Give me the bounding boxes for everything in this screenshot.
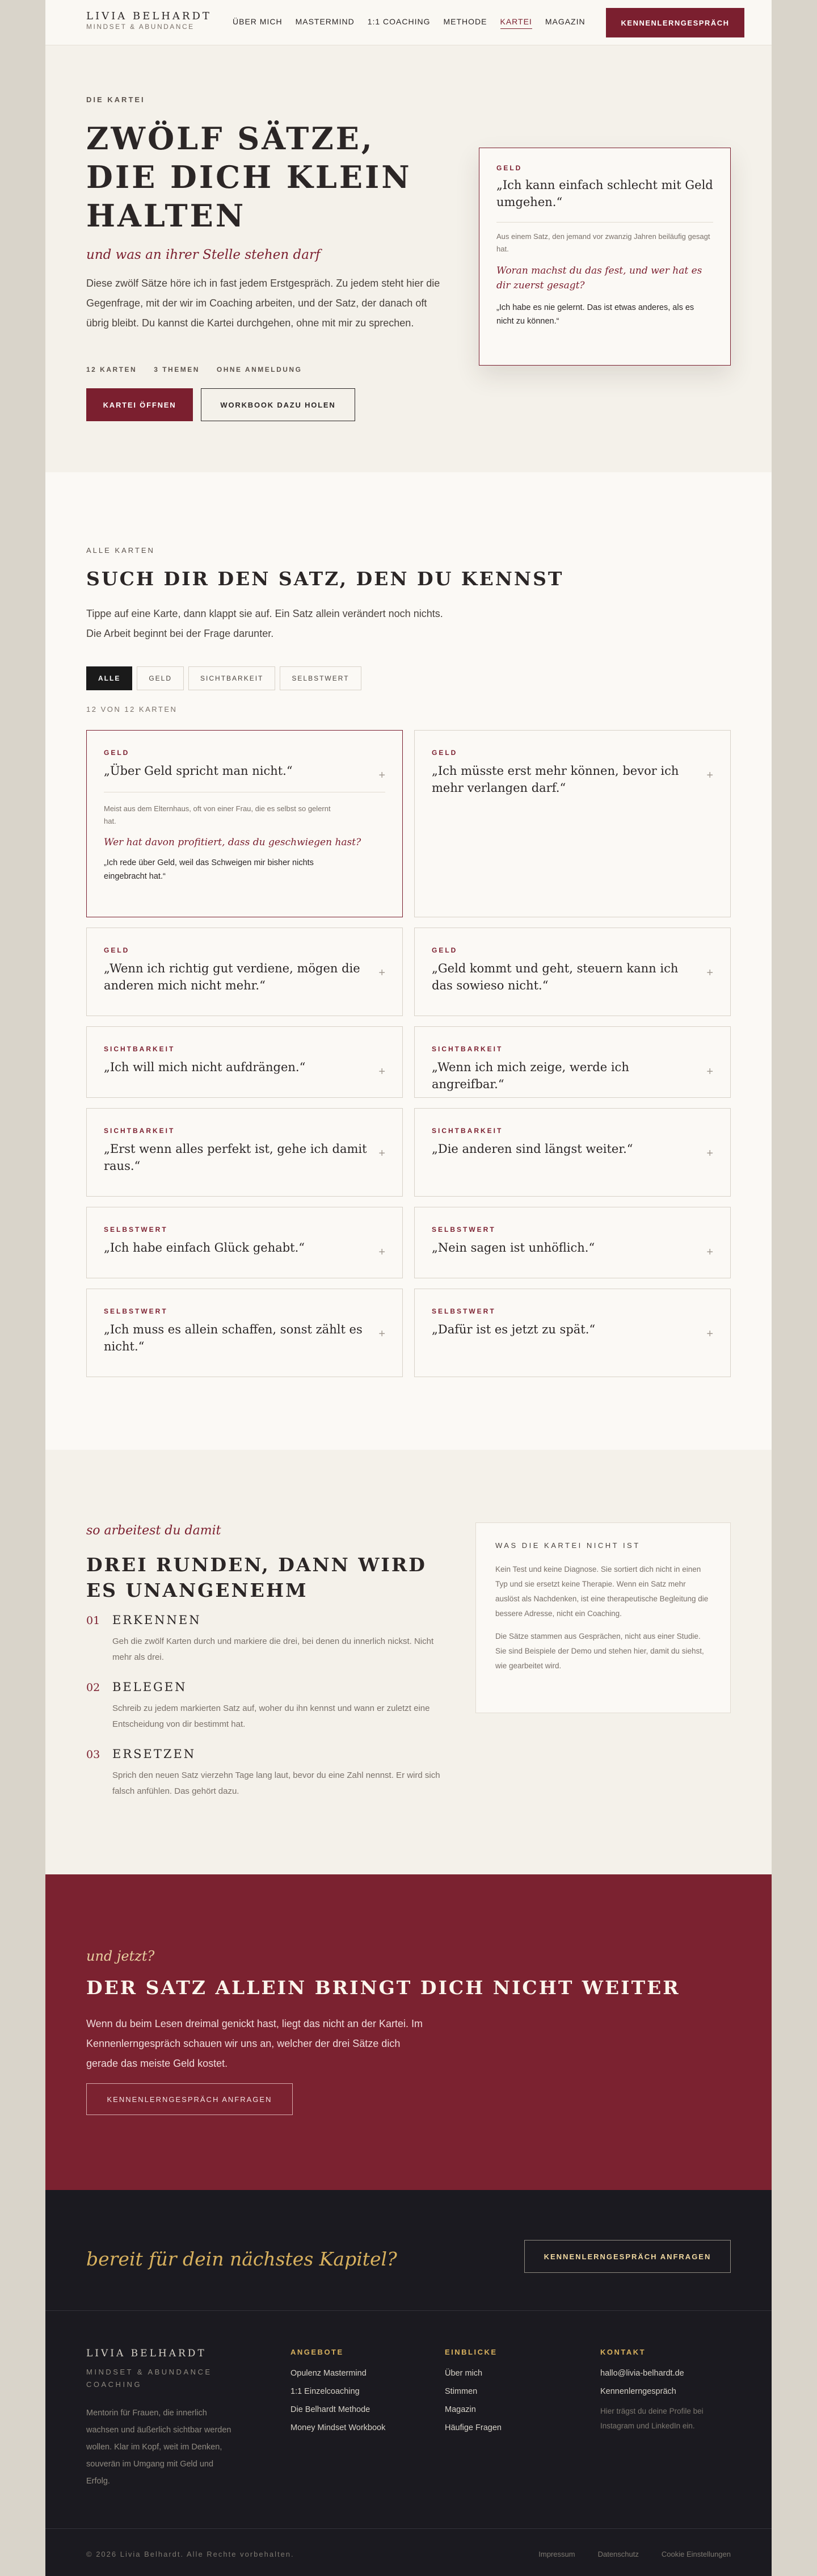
nav-link-kartei[interactable]: KARTEI xyxy=(500,17,532,29)
footer-link[interactable]: 1:1 Einzelcoaching xyxy=(290,2387,360,2396)
card-category: SELBSTWERT xyxy=(104,1226,168,1234)
footer-description: Mentorin für Frauen, die innerlich wachsen und äußerlich sichtbar werden wollen. Klar im Kopf, weit im Denken, souverän im Umgang mit Geld und Erfolg. xyxy=(86,2409,231,2486)
filter-alle[interactable]: ALLE xyxy=(86,666,132,690)
hero-title: ZWÖLF SÄTZE, DIE DICH KLEIN HALTEN xyxy=(86,120,412,234)
footer-brand-sub: MINDSET & ABUNDANCE COACHING xyxy=(86,2368,212,2389)
cards-title: SUCH DIR DEN SATZ, DEN DU KENNST xyxy=(86,568,564,590)
footer-col-title: EINBLICKE xyxy=(445,2348,498,2356)
top-navigation xyxy=(45,0,772,45)
card-category: SELBSTWERT xyxy=(432,1226,496,1234)
footer-note: Hier trägst du deine Profile bei Instagram und LinkedIn ein. xyxy=(600,2407,704,2430)
card-question: Wer hat davon profitiert, dass du geschwiegen hast? xyxy=(104,837,361,848)
step-desc: Geh die zwölf Karten durch und markiere die drei, bei denen du innerlich nickst. Nicht mehr als drei. xyxy=(112,1637,434,1662)
expand-icon[interactable]: + xyxy=(706,1147,713,1160)
nav-link-mastermind[interactable]: MASTERMIND xyxy=(295,17,355,26)
expand-icon[interactable]: + xyxy=(378,1147,385,1160)
card-category: GELD xyxy=(432,749,458,757)
disclaimer-text-2: Die Sätze stammen aus Gesprächen, nicht aus einer Studie. Sie sind Beispiele der Demo und stehen hier, damit du siehst, wie gearbeitet wird. xyxy=(495,1632,704,1670)
footer-cta-button[interactable]: KENNENLERNGESPRÄCH ANFRAGEN xyxy=(524,2240,731,2273)
nav-link-coaching[interactable]: 1:1 COACHING xyxy=(367,17,431,26)
card-category: SICHTBARKEIT xyxy=(104,1045,175,1053)
card-10[interactable] xyxy=(414,1207,731,1278)
divider xyxy=(45,2310,772,2311)
footer-script: bereit für dein nächstes Kapitel? xyxy=(86,2248,397,2270)
step-desc: Schreib zu jedem markierten Satz auf, woher du ihn kennst und wann er zuletzt eine Entscheidung von dir bestimmt hat. xyxy=(112,1704,430,1729)
card-quote: „Wenn ich richtig gut verdiene, mögen die anderen mich nicht mehr.“ xyxy=(104,962,360,992)
footer-col-kontakt xyxy=(600,2348,725,2434)
footer-col-title: KONTAKT xyxy=(600,2348,646,2356)
card-category: SICHTBARKEIT xyxy=(104,1127,175,1135)
cta-text: Wenn du beim Lesen dreimal genickt hast, liegt das nicht an der Kartei. Im Kennenlerngespräch schauen wir uns an, welcher der drei Sätze dich gerade das meiste Geld kostet. xyxy=(86,2018,423,2069)
cta-title: DER SATZ ALLEIN BRINGT DICH NICHT WEITER xyxy=(86,1977,680,1999)
card-source: Aus einem Satz, den jemand vor zwanzig Jahren beiläufig gesagt hat. xyxy=(496,232,710,253)
filter-geld[interactable]: GELD xyxy=(137,666,184,690)
card-quote: „Ich muss es allein schaffen, sonst zählt es nicht.“ xyxy=(104,1323,363,1353)
footer xyxy=(45,2190,772,2576)
disclaimer-title: WAS DIE KARTEI NICHT IST xyxy=(495,1541,641,1550)
card-1[interactable] xyxy=(86,730,403,917)
footer-link[interactable]: Magazin xyxy=(445,2405,476,2414)
disclaimer-text-1: Kein Test und keine Diagnose. Sie sortiert dich nicht in einen Typ und sie ersetzt keine Therapie. Wenn ein Satz mehr auslöst als Nachdenken, ist eine therapeutische Begleitung die bessere Adresse, nicht ein Coaching. xyxy=(495,1565,709,1618)
step-name: ERSETZEN xyxy=(112,1747,196,1761)
card-quote: „Ich habe einfach Glück gehabt.“ xyxy=(104,1241,305,1255)
hero-example-card[interactable] xyxy=(479,148,731,366)
card-quote: „Erst wenn alles perfekt ist, gehe ich damit raus.“ xyxy=(104,1142,367,1173)
logo-name[interactable]: LIVIA BELHARDT xyxy=(86,10,212,22)
cta-script: und jetzt? xyxy=(86,1948,155,1964)
card-quote: „Über Geld spricht man nicht.“ xyxy=(104,764,293,778)
step-number: 03 xyxy=(86,1748,100,1761)
meta-no-signup: OHNE ANMELDUNG xyxy=(216,366,302,374)
method-title: DREI RUNDEN, DANN WIRD ES UNANGENEHM xyxy=(86,1554,427,1601)
cards-eyebrow: ALLE KARTEN xyxy=(86,546,155,555)
card-question: Woran machst du das fest, und wer hat es dir zuerst gesagt? xyxy=(496,265,702,291)
card-category: GELD xyxy=(432,946,458,954)
method-section xyxy=(45,1450,772,1874)
card-11[interactable] xyxy=(86,1289,403,1377)
divider xyxy=(496,222,713,223)
card-category: SICHTBARKEIT xyxy=(432,1045,503,1053)
card-category: GELD xyxy=(496,164,523,172)
step-name: ERKENNEN xyxy=(112,1613,201,1627)
hero-section xyxy=(45,45,772,472)
card-category: GELD xyxy=(104,946,130,954)
footer-link[interactable]: Stimmen xyxy=(445,2387,478,2396)
disclaimer-box xyxy=(475,1522,731,1713)
nav-link-methode[interactable]: METHODE xyxy=(443,17,487,26)
cards-intro: Tippe auf eine Karte, dann klappt sie auf. Ein Satz allein verändert noch nichts. Die Arbeit beginnt bei der Frage darunter. xyxy=(86,608,443,639)
footer-link[interactable]: Opulenz Mastermind xyxy=(290,2369,367,2378)
logo-tagline: MINDSET & ABUNDANCE xyxy=(86,23,195,31)
filter-bar xyxy=(86,666,361,690)
footer-link[interactable]: Money Mindset Workbook xyxy=(290,2423,386,2432)
card-5[interactable] xyxy=(86,1026,403,1098)
card-quote: „Wenn ich mich zeige, werde ich angreifbar.“ xyxy=(432,1060,629,1091)
expand-icon[interactable]: + xyxy=(706,769,713,782)
card-category: SICHTBARKEIT xyxy=(432,1127,503,1135)
expand-icon[interactable]: + xyxy=(706,1328,713,1340)
nav-link-ueber-mich[interactable]: ÜBER MICH xyxy=(233,17,283,26)
cta-button[interactable]: KENNENLERNGESPRÄCH ANFRAGEN xyxy=(86,2083,293,2115)
open-kartei-button[interactable]: KARTEI ÖFFNEN xyxy=(86,388,193,421)
datenschutz-link[interactable]: Datenschutz xyxy=(597,2550,639,2558)
card-6[interactable] xyxy=(414,1026,731,1098)
expand-icon[interactable]: + xyxy=(378,1328,385,1340)
card-answer: „Ich rede über Geld, weil das Schweigen mir bisher nichts eingebracht hat.“ xyxy=(104,858,314,881)
footer-col-title: ANGEBOTE xyxy=(290,2348,344,2356)
copyright: © 2026 Livia Belhardt. Alle Rechte vorbehalten. xyxy=(86,2550,294,2558)
expand-icon[interactable]: + xyxy=(706,967,713,979)
cta-section xyxy=(45,1874,772,2190)
footer-link[interactable]: Die Belhardt Methode xyxy=(290,2405,370,2414)
step-name: BELEGEN xyxy=(112,1680,187,1694)
expand-icon[interactable]: + xyxy=(378,1065,385,1078)
cookie-settings-link[interactable]: Cookie Einstellungen xyxy=(661,2550,731,2558)
footer-brand: LIVIA BELHARDT xyxy=(86,2348,207,2359)
footer-link[interactable]: Über mich xyxy=(445,2369,483,2378)
card-quote: „Die anderen sind längst weiter.“ xyxy=(432,1142,633,1156)
footer-link[interactable]: Kennenlerngespräch xyxy=(600,2387,676,2396)
card-7[interactable] xyxy=(86,1108,403,1197)
step-number: 01 xyxy=(86,1614,100,1627)
footer-email-link[interactable]: hallo@livia-belhardt.de xyxy=(600,2369,684,2378)
card-source: Meist aus dem Elternhaus, oft von einer Frau, die es selbst so gelernt hat. xyxy=(104,804,331,825)
meta-cards: 12 KARTEN xyxy=(86,366,137,374)
divider xyxy=(45,2528,772,2529)
hero-meta xyxy=(86,366,302,374)
card-9[interactable] xyxy=(86,1207,403,1278)
card-category: GELD xyxy=(104,749,130,757)
method-script: so arbeitest du damit xyxy=(86,1524,221,1538)
card-count: 12 VON 12 KARTEN xyxy=(86,705,178,714)
card-4[interactable] xyxy=(414,928,731,1016)
hero-subtitle: und was an ihrer Stelle stehen darf xyxy=(86,247,321,262)
page xyxy=(45,0,772,2576)
card-quote: „Ich will mich nicht aufdrängen.“ xyxy=(104,1060,306,1074)
card-quote: „Ich kann einfach schlecht mit Geld umgehen.“ xyxy=(496,178,713,209)
legal-links xyxy=(538,2550,731,2558)
cards-section xyxy=(45,472,772,1450)
card-quote: „Ich müsste erst mehr können, bevor ich mehr verlangen darf.“ xyxy=(432,764,679,795)
card-12[interactable] xyxy=(414,1289,731,1377)
filter-selbstwert[interactable]: SELBSTWERT xyxy=(280,666,361,690)
card-answer: „Ich habe es nie gelernt. Das ist etwas anderes, als es nicht zu können.“ xyxy=(496,303,694,326)
card-8[interactable] xyxy=(414,1108,731,1197)
card-quote: „Geld kommt und geht, steuern kann ich das sowieso nicht.“ xyxy=(432,962,679,992)
footer-col-einblicke xyxy=(445,2348,502,2432)
nav-cta-button[interactable]: KENNENLERNGESPRÄCH xyxy=(606,8,744,37)
footer-link[interactable]: Häufige Fragen xyxy=(445,2423,502,2432)
card-category: SELBSTWERT xyxy=(432,1307,496,1315)
nav-link-magazin[interactable]: MAGAZIN xyxy=(545,17,586,26)
card-2[interactable] xyxy=(414,730,731,917)
expand-icon[interactable]: + xyxy=(706,1065,713,1078)
nav-links xyxy=(233,17,586,29)
expand-icon[interactable]: + xyxy=(378,1246,385,1258)
hero-text: Diese zwölf Sätze höre ich in fast jedem Erstgespräch. Zu jedem steht hier die Gegenfrage, mit der wir im Coaching arbeiten, und der Satz, der danach oft übrig bleibt. Du kannst die Kartei durchgehen, ohne mit mir zu sprechen. xyxy=(86,278,440,329)
card-quote: „Dafür ist es jetzt zu spät.“ xyxy=(432,1323,596,1336)
card-quote: „Nein sagen ist unhöflich.“ xyxy=(432,1241,595,1255)
card-category: SELBSTWERT xyxy=(104,1307,168,1315)
step-desc: Sprich den neuen Satz vierzehn Tage lang laut, bevor du eine Zahl nennst. Er wird sich falsch anfühlen. Das gehört dazu. xyxy=(112,1771,440,1796)
card-3[interactable] xyxy=(86,928,403,1016)
expand-icon[interactable]: + xyxy=(378,967,385,979)
meta-themes: 3 THEMEN xyxy=(154,366,200,374)
step-number: 02 xyxy=(86,1681,100,1694)
expand-icon[interactable]: + xyxy=(706,1246,713,1258)
filter-sichtbarkeit[interactable]: SICHTBARKEIT xyxy=(188,666,275,690)
workbook-button[interactable]: WORKBOOK DAZU HOLEN xyxy=(201,388,355,421)
impressum-link[interactable]: Impressum xyxy=(538,2550,575,2558)
footer-col-angebote xyxy=(290,2348,385,2432)
hero-eyebrow: DIE KARTEI xyxy=(86,95,145,104)
expand-icon[interactable]: + xyxy=(378,769,385,782)
